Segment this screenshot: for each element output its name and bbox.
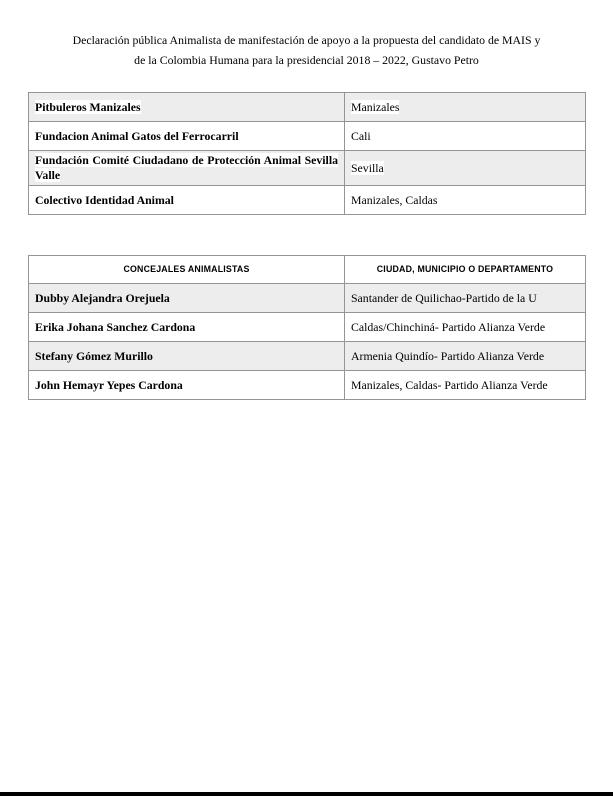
councilor-location-cell: Manizales, Caldas- Partido Alianza Verde	[345, 371, 586, 400]
org-location-cell	[345, 151, 586, 186]
page-bottom-edge	[0, 792, 613, 796]
councilor-location-cell: Santander de Quilichao-Partido de la U	[345, 284, 586, 313]
title-line-1: Declaración pública Animalista de manifestación de apoyo a la propuesta del candidato de MAIS y	[72, 33, 541, 47]
location-header-cell: CIUDAD, MUNICIPIO O DEPARTAMENTO	[345, 256, 586, 284]
org-location-cell	[345, 93, 586, 122]
org-location-cell	[345, 186, 586, 215]
councilor-location-cell: Armenia Quindío- Partido Alianza Verde	[345, 342, 586, 371]
councilor-name-cell: Erika Johana Sanchez Cardona	[29, 313, 345, 342]
organizations-table-row	[29, 93, 586, 122]
councilor-location-cell: Caldas/Chinchiná- Partido Alianza Verde	[345, 313, 586, 342]
org-name-cell	[29, 122, 345, 151]
organizations-table-row	[29, 122, 586, 151]
org-name-text: Fundacion Animal Gatos del Ferrocarril	[35, 128, 239, 143]
councilors-table-row	[29, 342, 586, 371]
org-name-text: Pitbuleros Manizales	[35, 99, 141, 114]
org-location-text: Manizales, Caldas	[351, 192, 438, 207]
councilor-name-cell: Stefany Gómez Murillo	[29, 342, 345, 371]
organizations-table	[28, 92, 586, 215]
councilor-name-cell: John Hemayr Yepes Cardona	[29, 371, 345, 400]
org-location-text: Manizales	[351, 99, 400, 114]
org-location-text: Cali	[351, 128, 371, 143]
org-name-cell	[29, 186, 345, 215]
councilors-table-row	[29, 371, 586, 400]
organizations-table-row	[29, 151, 586, 186]
councilors-table	[28, 255, 586, 400]
org-location-cell	[345, 122, 586, 151]
org-location-text: Sevilla	[351, 160, 384, 175]
org-name-text: Colectivo Identidad Animal	[35, 192, 174, 207]
councilors-header-cell: CONCEJALES ANIMALISTAS	[29, 256, 345, 284]
councilors-table-row	[29, 313, 586, 342]
org-name-cell	[29, 151, 345, 186]
councilors-table-header-row	[29, 256, 586, 284]
org-name-text: Fundación Comité Ciudadano de Protección Animal Sevilla Valle	[35, 153, 338, 182]
councilors-table-row	[29, 284, 586, 313]
organizations-table-row	[29, 186, 586, 215]
page-title	[0, 30, 613, 70]
org-name-cell	[29, 93, 345, 122]
title-line-2: de la Colombia Humana para la presidencial 2018 – 2022, Gustavo Petro	[134, 53, 479, 67]
councilor-name-cell: Dubby Alejandra Orejuela	[29, 284, 345, 313]
